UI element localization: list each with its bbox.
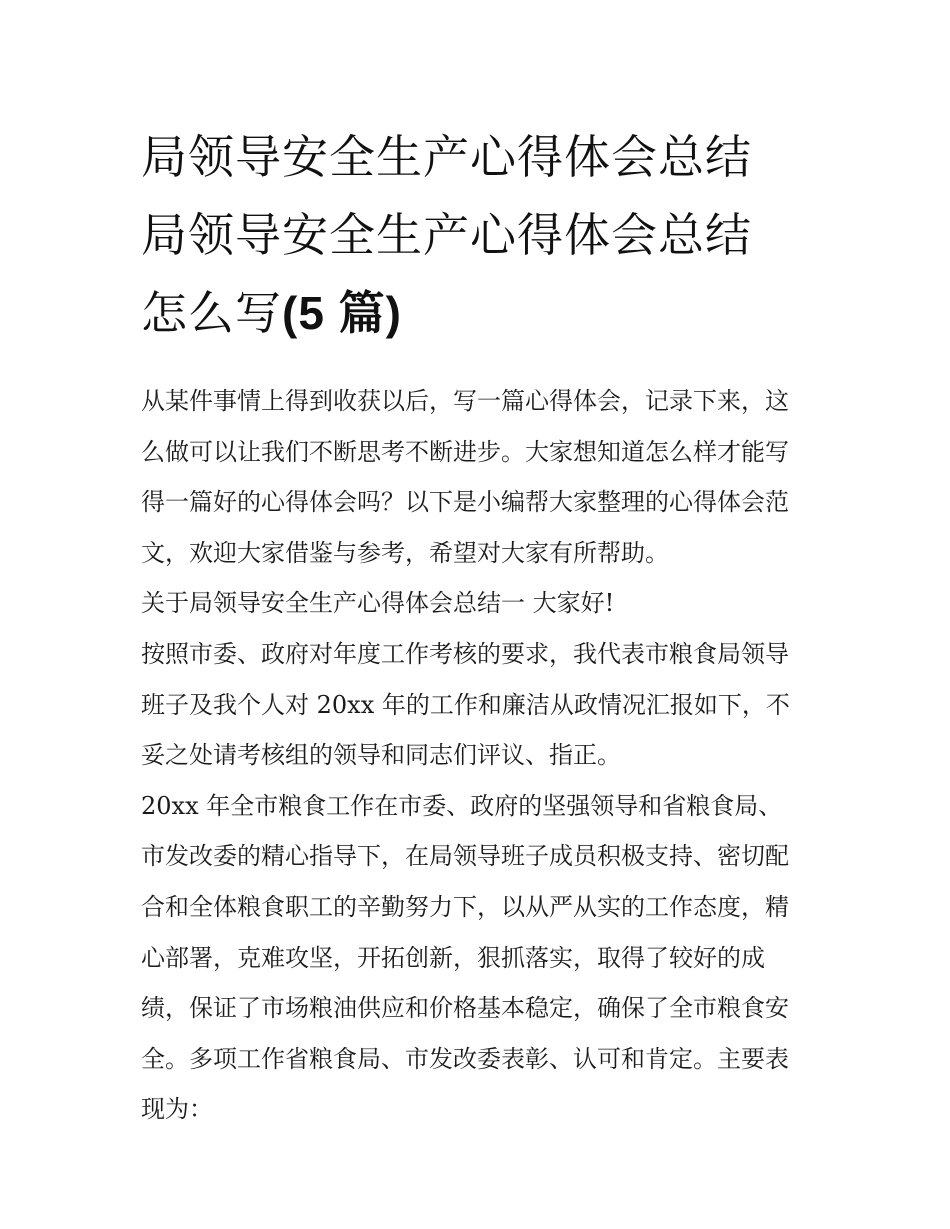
text-line: 文，欢迎大家借鉴与参考，希望对大家有所帮助。 xyxy=(141,538,669,567)
text-line: 20xx 年全市粮食工作在市委、政府的坚强领导和省粮食局、 xyxy=(141,791,783,820)
title-suffix: (5 篇) xyxy=(282,287,402,339)
paragraph-intro xyxy=(141,376,813,578)
text-line: 按照市委、政府对年度工作考核的要求，我代表市粮食局领导 xyxy=(141,639,789,668)
text-line: 心部署，克难攻坚，开拓创新，狠抓落实，取得了较好的成 xyxy=(141,943,765,972)
text-line: 班子及我个人对 20xx 年的工作和廉洁从政情况汇报如下，不 xyxy=(141,690,790,719)
paragraph-summary xyxy=(141,781,813,1135)
text-line: 从某件事情上得到收获以后，写一篇心得体会，记录下来，这 xyxy=(141,387,789,415)
text-line: 么做可以让我们不断思考不断进步。大家想知道怎么样才能写 xyxy=(141,437,789,466)
text-line: 全。多项工作省粮食局、市发改委表彰、认可和肯定。主要表 xyxy=(141,1044,789,1073)
paragraph-section-heading xyxy=(141,578,813,629)
title-line xyxy=(141,274,813,352)
text-line: 现为： xyxy=(141,1095,213,1124)
document-title xyxy=(141,118,813,352)
text-line: 合和全体粮食职工的辛勤努力下，以从严从实的工作态度，精 xyxy=(141,892,789,921)
title-line-text: 怎么写 xyxy=(141,286,282,340)
text-line: 妥之处请考核组的领导和同志们评议、指正。 xyxy=(141,741,621,770)
text-line: 市发改委的精心指导下，在局领导班子成员积极支持、密切配 xyxy=(141,842,789,871)
title-line: 局领导安全生产心得体会总结 xyxy=(141,208,752,262)
text-line: 关于局领导安全生产心得体会总结一 大家好! xyxy=(141,589,615,618)
title-line: 局领导安全生产心得体会总结 xyxy=(141,130,752,184)
text-line: 得一篇好的心得体会吗？以下是小编帮大家整理的心得体会范 xyxy=(141,488,789,517)
paragraph-report-intro xyxy=(141,629,813,781)
document-content xyxy=(141,118,813,1135)
text-line: 绩，保证了市场粮油供应和价格基本稳定，确保了全市粮食安 xyxy=(141,994,789,1023)
